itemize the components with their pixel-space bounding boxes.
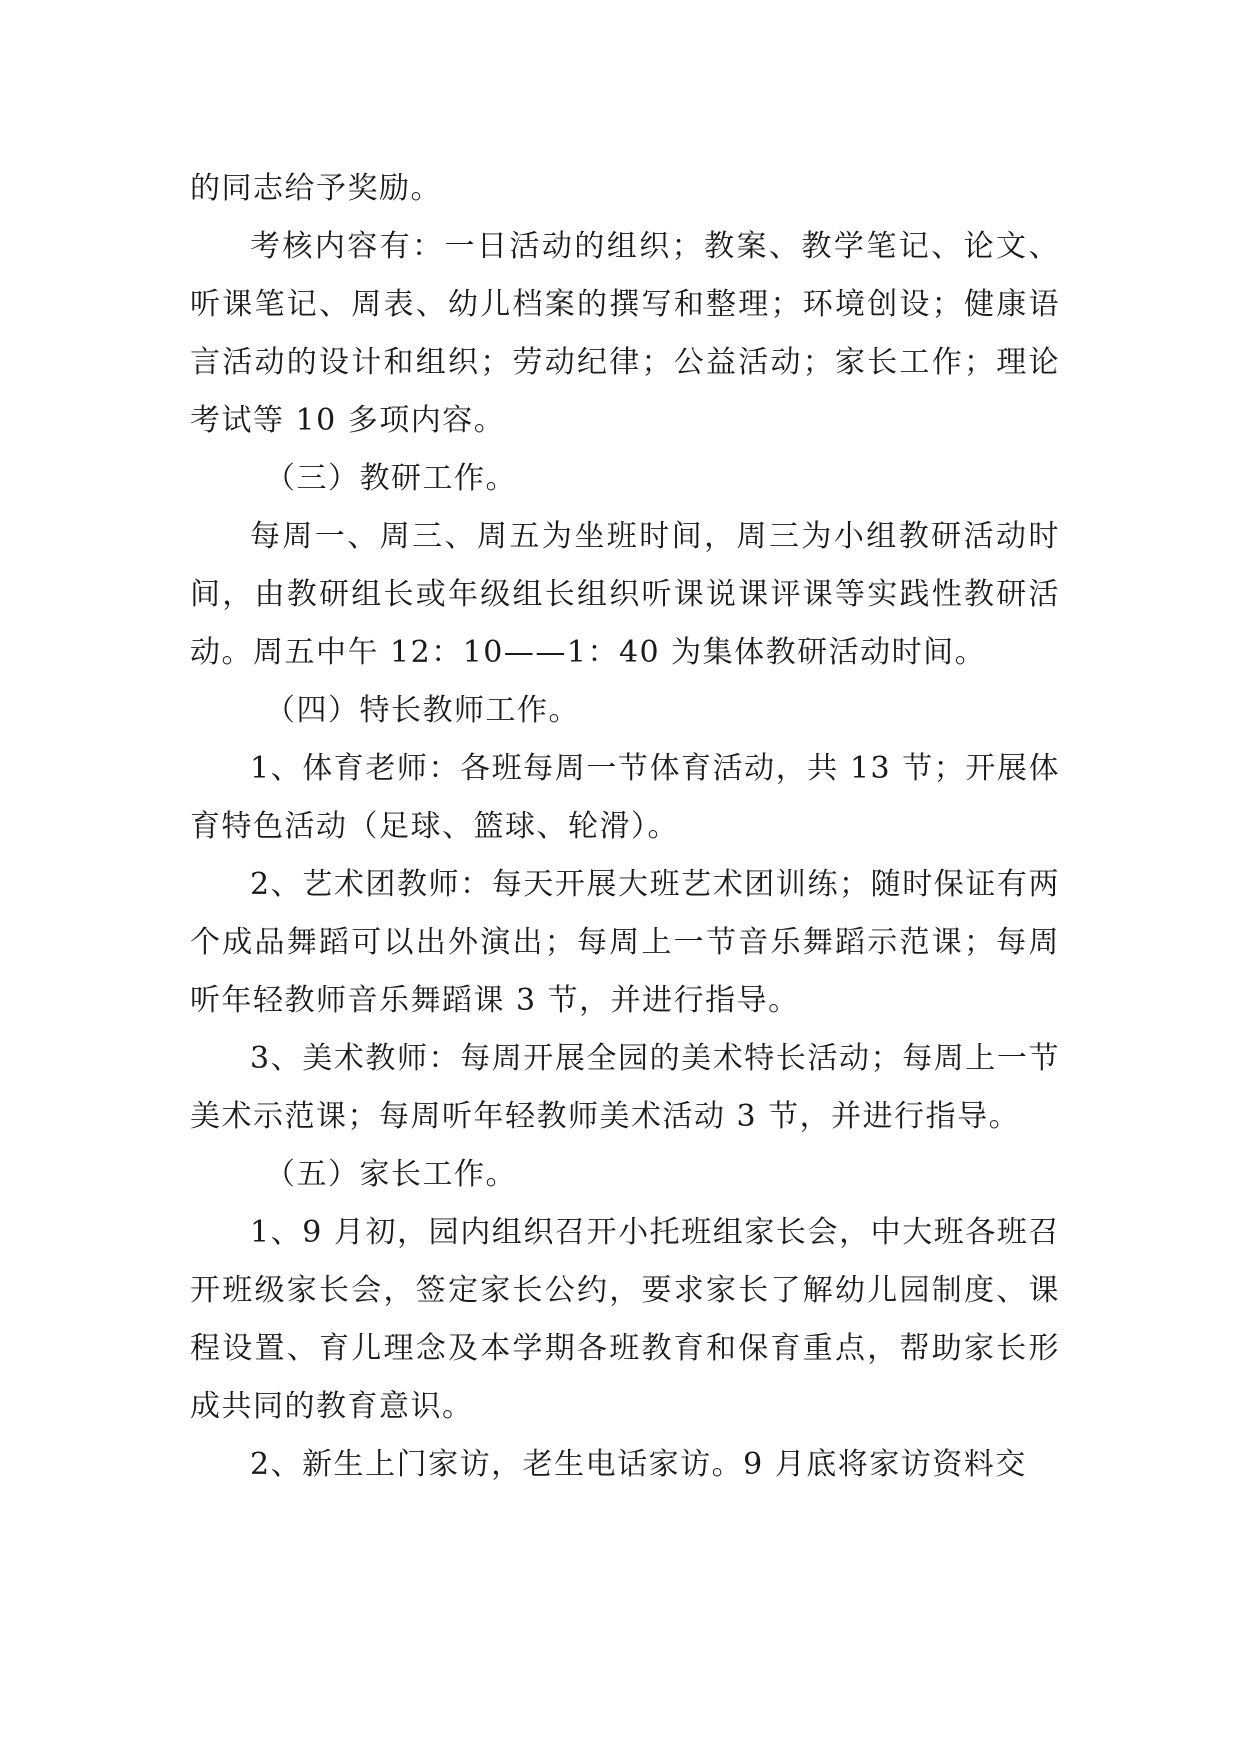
paragraph-teaching-research-schedule: 每周一、周三、周五为坐班时间，周三为小组教研活动时间，由教研组长或年级组长组织听课说课评课等实践性教研活动。周五中午 12：10——1：40 为集体教研活动时间。 (190, 519, 1060, 670)
paragraph-fine-arts-teacher: 3、美术教师：每周开展全园的美术特长活动；每周上一节美术示范课；每周听年轻教师美术活动 3 节，并进行指导。 (190, 1041, 1060, 1134)
section-heading-teaching-research: （三）教研工作。 (265, 461, 517, 496)
section-heading-specialist-teachers: （四）特长教师工作。 (265, 693, 580, 728)
document-body (190, 160, 1060, 1494)
paragraph-assessment-content: 考核内容有：一日活动的组织；教案、教学笔记、论文、听课笔记、周表、幼儿档案的撰写和整理；环境创设；健康语言活动的设计和组织；劳动纪律；公益活动；家长工作；理论考试等 10 多项内容。 (190, 229, 1060, 438)
paragraph-home-visits: 2、新生上门家访，老生电话家访。9 月底将家访资料交 (250, 1447, 1027, 1482)
paragraph-parent-meeting: 1、9 月初，园内组织召开小托班组家长会，中大班各班召开班级家长会，签定家长公约，要求家长了解幼儿园制度、课程设置、育儿理念及本学期各班教育和保育重点，帮助家长形成共同的教育意识。 (190, 1215, 1060, 1424)
paragraph-award: 的同志给予奖励。 (190, 171, 442, 206)
section-heading-parent-work: （五）家长工作。 (265, 1157, 517, 1192)
paragraph-pe-teacher: 1、体育老师：各班每周一节体育活动，共 13 节；开展体育特色活动（足球、篮球、轮滑）。 (190, 751, 1060, 844)
paragraph-art-troupe-teacher: 2、艺术团教师：每天开展大班艺术团训练；随时保证有两个成品舞蹈可以出外演出；每周上一节音乐舞蹈示范课；每周听年轻教师音乐舞蹈课 3 节，并进行指导。 (190, 867, 1060, 1018)
